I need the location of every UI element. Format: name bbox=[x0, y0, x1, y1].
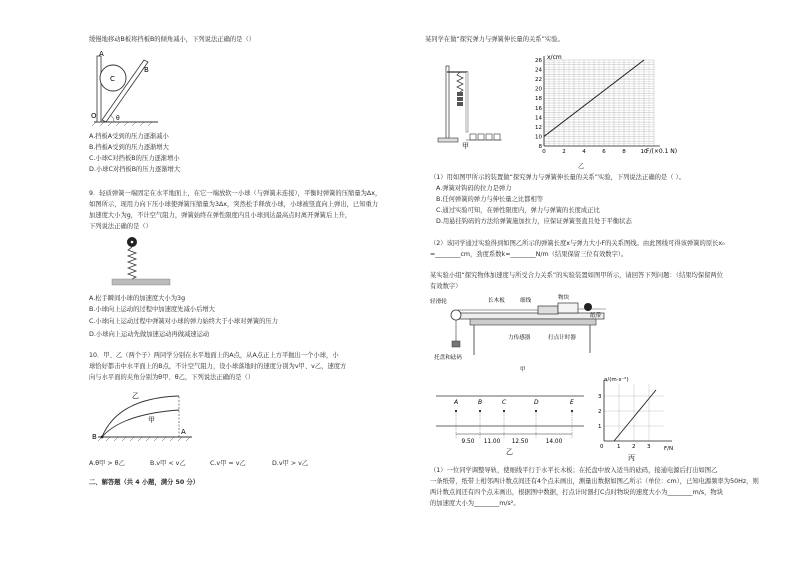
x-tick-label: 8 bbox=[622, 149, 626, 155]
spring-length-force-chart bbox=[522, 52, 678, 162]
q10-option-a: A.θ甲 > θ乙 bbox=[89, 460, 125, 467]
q12-1-line-3: 两计数点间还有四个点未画出，根据图中数据，打点计时器打C点时物块的速度大小为________m/s，物块 bbox=[430, 489, 723, 496]
tape-dot bbox=[571, 410, 573, 412]
label-a-point: A bbox=[181, 428, 186, 436]
y-tick-label: 16 bbox=[535, 105, 542, 112]
stand-rod bbox=[446, 66, 449, 140]
af-xtick-1: 1 bbox=[617, 444, 621, 450]
y-tick-label: 20 bbox=[535, 86, 542, 93]
tape-dot bbox=[455, 410, 457, 412]
y-tick-label: 10 bbox=[535, 134, 542, 141]
q9-spring-figure bbox=[112, 236, 172, 288]
q9-option-a: A.松手瞬间小球的加速度大小为3g bbox=[89, 295, 186, 302]
spark-timer bbox=[584, 303, 592, 311]
tape-dot bbox=[503, 410, 505, 412]
af-xtick-3: 3 bbox=[647, 444, 651, 450]
q8-figure bbox=[88, 48, 168, 128]
af-xtick-0: 0 bbox=[600, 444, 604, 450]
tape-dot bbox=[479, 410, 481, 412]
x-tick-label: 4 bbox=[582, 149, 586, 155]
tape-point-label: A bbox=[454, 399, 459, 406]
q8-option-b: B.挡板A受到的压力逐渐增大 bbox=[89, 144, 169, 151]
q9-option-d: D.小球向上运动先做加速运动再做减速运动 bbox=[89, 331, 210, 338]
label-pulley: 轻滑轮 bbox=[430, 299, 447, 305]
label-b-point: B bbox=[92, 433, 97, 441]
label-a: A bbox=[99, 50, 104, 58]
label-block: 物块 bbox=[558, 295, 570, 301]
cart-apparatus-figure bbox=[430, 293, 610, 375]
tape-point-label: C bbox=[502, 399, 507, 406]
label-b: B bbox=[144, 66, 149, 74]
q10-stem-line-1: 10．甲、乙（两个子）两同学分别在水平地面上的A点，从A点正上方平抛出一个小球，小 bbox=[89, 352, 339, 359]
x-tick-label: 2 bbox=[562, 149, 566, 155]
tape-dot bbox=[535, 410, 537, 412]
y-tick-label: 18 bbox=[535, 96, 542, 103]
y-tick-label: 22 bbox=[535, 77, 542, 84]
q8-option-d: D.小球C对挡板B的压力逐渐增大 bbox=[89, 166, 181, 173]
q10-option-c: C.v甲 = v乙 bbox=[210, 460, 246, 467]
label-timer: 打点计时器 bbox=[548, 335, 576, 341]
af-ylabel: a/(m·s⁻²) bbox=[604, 377, 629, 383]
q11-1-stem: （1）用如图甲所示的装置做“探究弹力与弹簧伸长量的关系”实验，下列说法正确的是（ ）。 bbox=[430, 174, 685, 181]
q11-2-line-2: =________cm，劲度系数k=________N/m（结果保留三位有效数字）。 bbox=[430, 251, 628, 258]
x-tick-label: 10 bbox=[640, 149, 648, 155]
tape-point-label: D bbox=[534, 399, 539, 406]
af-ytick-1: 1 bbox=[598, 424, 602, 430]
q11-1-option-c: C.通过实验可知，在弹性限度内，弹力与弹簧的长度成正比 bbox=[436, 207, 600, 214]
q12-intro-line-2: 有效数字） bbox=[430, 283, 462, 290]
plate-a bbox=[97, 56, 101, 122]
tape-distance-label: 14.00 bbox=[545, 439, 563, 445]
tape-distance-label: 9.50 bbox=[461, 439, 475, 445]
label-theta: θ bbox=[116, 115, 120, 122]
af-xtick-2: 2 bbox=[632, 444, 636, 450]
force-sensor bbox=[538, 306, 558, 314]
q10-stem-line-2: 球恰好都击中水平面上的B点，不计空气阻力，设小球落地时的速度分别为v甲、v乙，速度方 bbox=[89, 363, 347, 370]
tape-distance-label: 11.00 bbox=[483, 439, 501, 445]
label-tray: 托盘和砝码 bbox=[434, 355, 462, 361]
q9-stem-line-2: 如图所示，现用力向下压小球使弹簧压缩量为3Δx，突然松手释放小球，小球被竖直向上弹出，已知重力 bbox=[89, 201, 379, 208]
q9-stem-line-3: 加速度大小为g，不计空气阻力，弹簧始终在弹性限度内且小球到达最高点时离开弹簧后上升， bbox=[89, 212, 352, 219]
q9-option-c: C.小球向上运动过程中弹簧对小球的弹力始终大于小球对弹簧的压力 bbox=[89, 318, 279, 325]
q10-trajectory-figure bbox=[88, 386, 198, 448]
q9-stem-line-1: 9．轻质弹簧一端固定在水平地面上，在它一端放软一小球（与弹簧未连接），平衡时弹簧的压缩量为Δx， bbox=[89, 190, 382, 197]
ground bbox=[112, 279, 170, 285]
caption-apparatus: 甲 bbox=[520, 367, 526, 373]
y-tick-label: 12 bbox=[535, 124, 542, 131]
q11-1-option-b: B.任何弹簧的弹力与伸长量之比都相等 bbox=[436, 196, 544, 203]
y-tick-label: 8 bbox=[538, 144, 542, 150]
af-xlabel: F/N bbox=[664, 446, 674, 452]
q11-intro: 某同学在做“探究弹力与弹簧伸长量的关系”实验。 bbox=[425, 36, 564, 43]
trajectory-yi bbox=[102, 396, 179, 437]
ruler bbox=[466, 72, 468, 132]
label-tape: 纸带 bbox=[590, 313, 602, 319]
label-string: 细线 bbox=[520, 298, 532, 304]
caption-tape: 乙 bbox=[506, 448, 513, 456]
caption-af: 丙 bbox=[628, 454, 635, 462]
label-o: O bbox=[91, 112, 97, 120]
label-c: C bbox=[110, 75, 115, 83]
caption-yi: 乙 bbox=[578, 163, 585, 170]
long-board bbox=[454, 313, 604, 319]
q12-1-line-1: （1）一位同学调整导轨，使细线平行于水平长木板；在托盘中放入适当的砝码，接通电源后打出如图乙 bbox=[430, 467, 718, 474]
tape-point-label: B bbox=[478, 399, 483, 406]
spring bbox=[457, 72, 463, 92]
q11-2-line-1: （2）该同学通过实验得到如图乙所示的弹簧长度x与弹力大小F的关系图线。由此图线可得该弹簧的原长x₀ bbox=[430, 240, 725, 247]
y-tick-label: 24 bbox=[535, 67, 542, 74]
block bbox=[558, 303, 578, 313]
tape-point-label: E bbox=[570, 399, 574, 406]
x-tick-label: 0 bbox=[542, 149, 546, 155]
x-tick-label: 6 bbox=[602, 149, 606, 155]
spring bbox=[128, 247, 136, 279]
q11-1-option-d: D.用悬挂钩码的方法给弹簧施加拉力，应保证弹簧竖直且处于平衡状态 bbox=[436, 218, 632, 225]
tape-distance-label: 12.50 bbox=[511, 439, 529, 445]
q9-stem-line-4: 下列说法正确的是（） bbox=[89, 223, 152, 230]
q11-1-option-a: A.弹簧对钩码的拉力是弹力 bbox=[436, 185, 512, 192]
af-line bbox=[614, 390, 656, 441]
q8-option-c: C.小球C对挡板B的压力逐渐增小 bbox=[89, 155, 180, 162]
q10-stem-line-3: 向与水平面的夹角分别为θ甲、θ乙，下列说法正确的是（） bbox=[89, 374, 255, 381]
q12-1-line-2: 一条纸带，纸带上相邻两计数点间还有4个点未画出，测量出数据如图乙所示（单位：cm），已知电源频率为50Hz，则 bbox=[430, 478, 759, 485]
q8-option-a: A.挡板A受到的压力逐渐减小 bbox=[89, 133, 169, 140]
caption-jia: 甲 bbox=[462, 142, 469, 150]
y-tick-label: 14 bbox=[535, 115, 542, 122]
section-2-heading: 二、解答题（共 4 小题，满分 50 分） bbox=[89, 479, 200, 486]
y-axis-label: x/cm bbox=[547, 54, 562, 61]
trajectory-jia bbox=[102, 410, 179, 437]
label-board: 长木板 bbox=[488, 298, 505, 304]
af-ytick-2: 2 bbox=[598, 409, 602, 415]
y-tick-label: 26 bbox=[535, 58, 542, 64]
q12-intro-line-1: 某实验小组“探究物体加速度与所受合力关系”的实验装置如图甲所示，请回答下列问题：（结果均保留两位 bbox=[430, 272, 724, 279]
x-axis-label: F/(×0.1 N) bbox=[646, 148, 678, 155]
label-jia: 甲 bbox=[148, 416, 155, 424]
label-yi: 乙 bbox=[132, 392, 139, 400]
paper-tape-figure bbox=[436, 388, 586, 458]
q8-stem: 缓慢地移动B板将挡板B的倾角减小，下列说法正确的是（） bbox=[89, 36, 256, 43]
q9-option-b: B.小球向上运动的过程中加速度先减小后增大 bbox=[89, 306, 215, 313]
q10-option-d: D.v甲 > v乙 bbox=[272, 460, 309, 467]
af-ytick-3: 3 bbox=[598, 394, 602, 400]
pulley bbox=[451, 310, 461, 320]
q12-1-line-4: 的加速度大小为________m/s²。 bbox=[430, 500, 520, 507]
spring-apparatus-figure bbox=[432, 62, 504, 148]
label-sensor: 力传感器 bbox=[508, 335, 531, 341]
tray bbox=[452, 341, 460, 347]
q10-option-b: B.v甲 < v乙 bbox=[150, 460, 186, 467]
acceleration-force-chart bbox=[592, 376, 684, 462]
